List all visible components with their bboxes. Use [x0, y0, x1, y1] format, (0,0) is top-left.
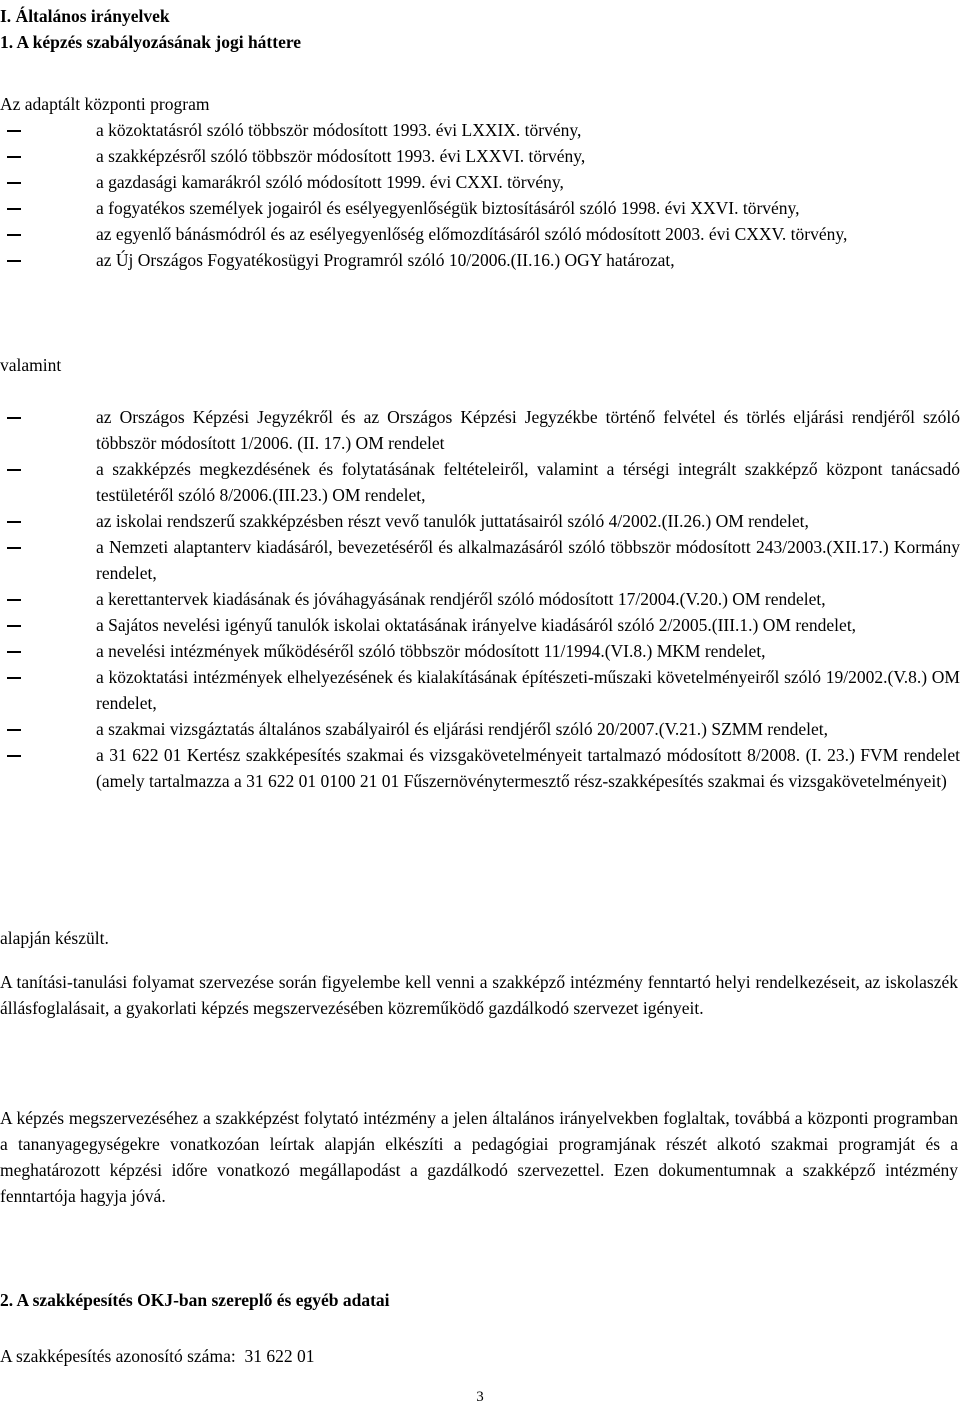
identifier-line: A szakképesítés azonosító száma: 31 622 01: [0, 1346, 315, 1366]
valamint-text: valamint: [0, 355, 62, 375]
paragraph-1: A tanítási-tanulási folyamat szervezése során figyelembe kell venni a szakképző intézmény fenntartó helyi rendelkezéseit, az iskolaszék állásfoglalásait, a gyakorlati képzés megszervezésében közreműködő gazdálkodó szervezet igényeit.: [0, 972, 958, 1018]
list-item: a közoktatásról szóló többször módosított 1993. évi LXXIX. törvény,: [0, 117, 960, 143]
list-item: a szakmai vizsgáztatás általános szabályairól és eljárási rendjéről szóló 20/2007.(V.21.) SZMM rendelet,: [0, 716, 960, 742]
regulations-list: [0, 404, 960, 794]
list-item: a Nemzeti alaptanterv kiadásáról, bevezetéséről és alkalmazásáról szóló többször módosított 243/2003.(XII.17.) Kormány rendelet,: [0, 534, 960, 586]
list-item: a Sajátos nevelési igényű tanulók iskolai oktatásának irányelve kiadásáról szóló 2/2005.(III.1.) OM rendelet,: [0, 612, 960, 638]
section-heading: I. Általános irányelvek: [0, 6, 170, 26]
intro-text: Az adaptált központi program: [0, 94, 210, 114]
list-item: a szakképzésről szóló többször módosított 1993. évi LXXVI. törvény,: [0, 143, 960, 169]
list-item: a 31 622 01 Kertész szakképesítés szakmai és vizsgakövetelményeit tartalmazó módosított 8/2008. (I. 23.) FVM rendelet (amely tartalmazza a 31 622 01 0100 21 01 Fűszernövénytermesztő rész-szakképesítés szakmai és vizsgakövetelményeit): [0, 742, 960, 794]
paragraph-2: A képzés megszervezéséhez a szakképzést folytató intézmény a jelen általános irányelvekben foglaltak, továbbá a központi programban a tananyagegységekre vonatkozóan leírtak alapján elkészíti a pedagógiai programjának részét alkotó szakmai programját és a meghatározott képzési időre vonatkozó megállapodást a gazdálkodó szervezettel. Ezen dokumentumnak a szakképző intézmény fenntartója hagyja jóvá.: [0, 1108, 958, 1206]
list-item: az egyenlő bánásmódról és az esélyegyenlőség előmozdításáról szóló módosított 2003. évi CXXV. törvény,: [0, 221, 960, 247]
list-item: az Új Országos Fogyatékosügyi Programról szóló 10/2006.(II.16.) OGY határozat,: [0, 247, 960, 273]
section-2-heading: 2. A szakképesítés OKJ-ban szereplő és egyéb adatai: [0, 1290, 390, 1310]
list-item: a nevelési intézmények működéséről szóló többször módosított 11/1994.(VI.8.) MKM rendelet,: [0, 638, 960, 664]
laws-list: [0, 117, 960, 273]
alapjan-text: alapján készült.: [0, 928, 109, 948]
subsection-heading: 1. A képzés szabályozásának jogi háttere: [0, 32, 302, 52]
page-number: 3: [476, 1389, 484, 1405]
list-item: az iskolai rendszerű szakképzésben részt vevő tanulók juttatásairól szóló 4/2002.(II.26.) OM rendelet,: [0, 508, 960, 534]
list-item: a szakképzés megkezdésének és folytatásának feltételeiről, valamint a térségi integrált szakképző központ tanácsadó testületéről szóló 8/2006.(III.23.) OM rendelet,: [0, 456, 960, 508]
list-item: a kerettantervek kiadásának és jóváhagyásának rendjéről szóló módosított 17/2004.(V.20.) OM rendelet,: [0, 586, 960, 612]
list-item: az Országos Képzési Jegyzékről és az Országos Képzési Jegyzékbe történő felvétel és törlés eljárási rendjéről szóló többször módosított 1/2006. (II. 17.) OM rendelet: [0, 404, 960, 456]
list-item: a gazdasági kamarákról szóló módosított 1999. évi CXXI. törvény,: [0, 169, 960, 195]
list-item: a fogyatékos személyek jogairól és esélyegyenlőségük biztosításáról szóló 1998. évi XXVI. törvény,: [0, 195, 960, 221]
list-item: a közoktatási intézmények elhelyezésének és kialakításának építészeti-műszaki követelményeiről szóló 19/2002.(V.8.) OM rendelet,: [0, 664, 960, 716]
